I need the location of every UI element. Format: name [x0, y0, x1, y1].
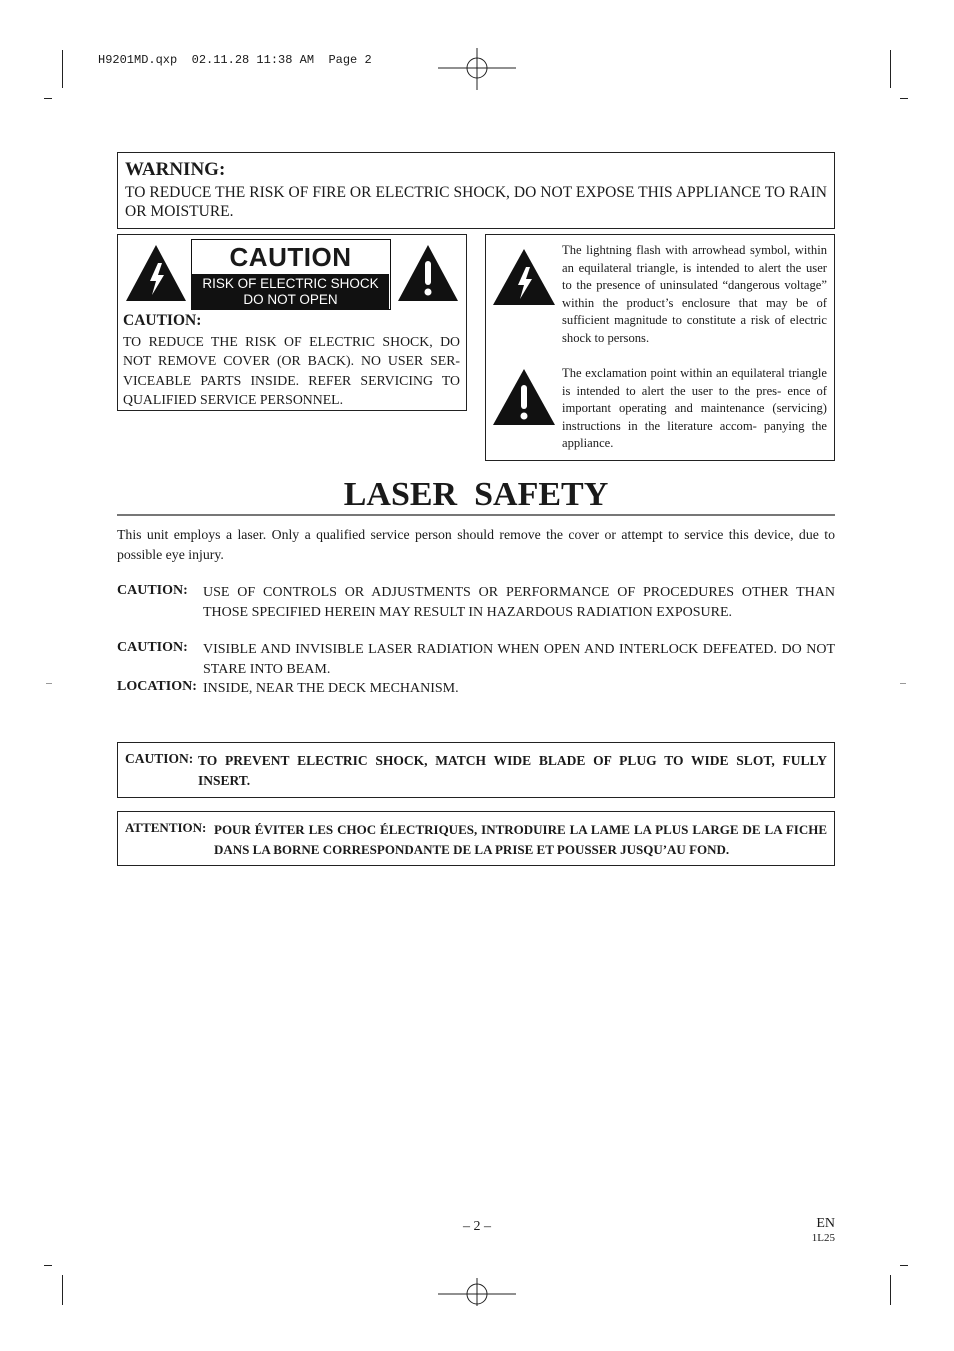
laser-item-label: CAUTION:: [117, 583, 188, 598]
page-number: – 2 –: [463, 1219, 491, 1234]
caution-label-line2: DO NOT OPEN: [243, 292, 338, 307]
registration-mark-bottom: [438, 1278, 516, 1306]
exclamation-symbol-icon: [491, 367, 557, 427]
lightning-warning-icon: [124, 243, 188, 303]
caution-box: [117, 234, 467, 411]
laser-item-text: INSIDE, NEAR THE DECK MECHANISM.: [203, 681, 459, 696]
caution-box-title: CAUTION:: [123, 312, 202, 329]
caution-label-line1: RISK OF ELECTRIC SHOCK: [202, 276, 379, 291]
warning-text: TO REDUCE THE RISK OF FIRE OR ELECTRIC SHOCK, DO NOT EXPOSE THIS APPLIANCE TO RAIN OR MOISTURE.: [125, 184, 827, 220]
laser-title-rule: [117, 514, 835, 516]
plug-attention-text: POUR ÉVITER LES CHOC ÉLECTRIQUES, INTRODUIRE LA LAME LA PLUS LARGE DE LA FICHE DANS LA BORNE CORRESPONDANTE DE LA PRISE ET POUSSER JUSQU’AU FOND.: [214, 822, 827, 857]
lightning-symbol-icon: [491, 247, 557, 307]
laser-item-text: VISIBLE AND INVISIBLE LASER RADIATION WHEN OPEN AND INTERLOCK DEFEATED. DO NOT STARE INTO BEAM.: [203, 642, 835, 677]
caution-label: [191, 239, 391, 310]
exclamation-explanation: The exclamation point within an equilateral triangle is intended to alert the user to the pres- ence of important operating and maintenance (servicing) instructions in the literature accom- panying the appliance.: [562, 366, 827, 451]
laser-safety-title: LASER SAFETY: [343, 476, 609, 513]
caution-label-strip: [192, 274, 389, 309]
caution-box-text: TO REDUCE THE RISK OF ELECTRIC SHOCK, DO NOT REMOVE COVER (OR BACK). NO USER SER- VICEABLE PARTS INSIDE. REFER SERVICING TO QUALIFIED SERVICE PERSONNEL.: [123, 334, 460, 407]
registration-mark-top: [438, 48, 516, 90]
lightning-explanation: The lightning flash with arrowhead symbol, within an equilateral triangle, is intended to alert the user to the presence of uninsulated “dangerous voltage” within the product’s enclosure that may be of sufficient magnitude to constitute a risk of electric shock to persons.: [562, 243, 827, 345]
document-code: 1L25: [811, 1232, 835, 1244]
laser-intro: This unit employs a laser. Only a qualified service person should remove the cover or attempt to service this device, due to possible eye injury.: [117, 527, 835, 562]
exclamation-warning-icon: [396, 243, 460, 303]
laser-item-label: LOCATION:: [117, 679, 197, 694]
plug-caution-label: CAUTION:: [125, 751, 194, 766]
warning-box: [117, 152, 835, 229]
plug-attention-box: [117, 811, 835, 866]
language-code: EN: [816, 1216, 835, 1231]
laser-item-text: USE OF CONTROLS OR ADJUSTMENTS OR PERFORMANCE OF PROCEDURES OTHER THAN THOSE SPECIFIED HEREIN MAY RESULT IN HAZARDOUS RADIATION EXPOSURE.: [203, 585, 835, 620]
laser-item-label: CAUTION:: [117, 640, 188, 655]
warning-title: WARNING:: [125, 159, 226, 180]
plug-caution-text: TO PREVENT ELECTRIC SHOCK, MATCH WIDE BLADE OF PLUG TO WIDE SLOT, FULLY INSERT.: [198, 753, 827, 788]
caution-label-big: CAUTION: [229, 242, 352, 272]
file-slug: H9201MD.qxp 02.11.28 11:38 AM Page 2: [98, 53, 372, 67]
plug-attention-label: ATTENTION:: [125, 820, 207, 835]
plug-caution-box: [117, 742, 835, 798]
symbols-box: [485, 234, 835, 461]
